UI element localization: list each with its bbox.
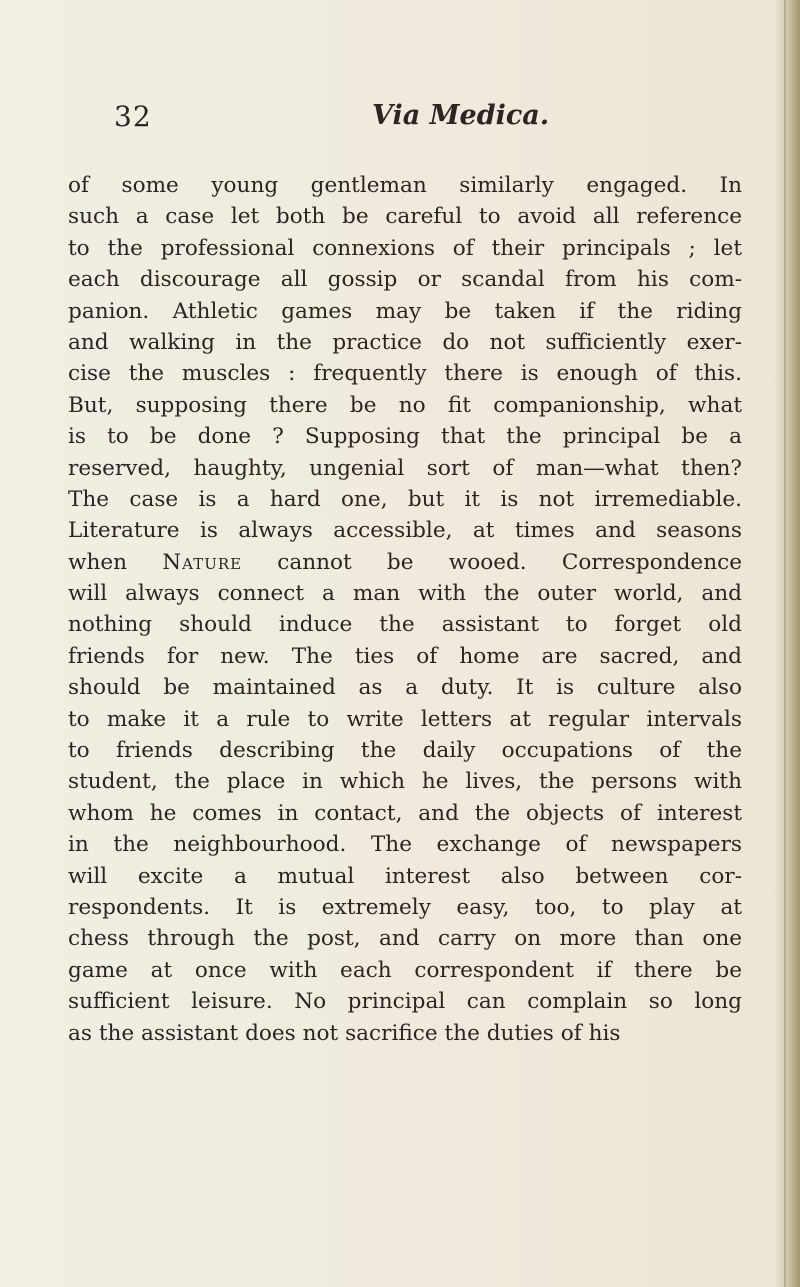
text-line: panion. Athletic games may be taken if the riding	[68, 298, 742, 324]
text-segment: cannot be wooed. Correspondence	[242, 549, 742, 575]
text-line: is to be done ? Supposing that the principal be a	[68, 424, 742, 450]
text-line	[68, 547, 742, 578]
text-line: as the assistant does not sacrifice the duties of his	[68, 1020, 621, 1046]
text-line: chess through the post, and carry on more than one	[68, 926, 742, 952]
text-line: to make it a rule to write letters at regular intervals	[68, 706, 742, 732]
text-line: But, supposing there be no fit companionship, what	[68, 392, 742, 418]
text-line: whom he comes in contact, and the objects of interest	[68, 800, 742, 826]
text-line: in the neighbourhood. The exchange of newspapers	[68, 832, 742, 858]
text-line: friends for new. The ties of home are sacred, and	[68, 643, 742, 669]
text-line: Literature is always accessible, at times and seasons	[68, 518, 742, 544]
text-line: of some young gentleman similarly engaged. In	[68, 173, 742, 198]
text-line: to friends describing the daily occupations of the	[68, 738, 742, 764]
running-title: Via Medica.	[372, 100, 550, 131]
body-text	[68, 170, 742, 1049]
text-segment: when	[68, 549, 163, 575]
text-line: respondents. It is extremely easy, too, to play at	[68, 894, 742, 920]
text-line: sufficient leisure. No principal can complain so long	[68, 989, 742, 1015]
text-line: to the professional connexions of their principals ; let	[68, 235, 742, 261]
text-line: should be maintained as a duty. It is culture also	[68, 675, 742, 701]
text-line: game at once with each correspondent if there be	[68, 957, 742, 983]
text-line: cise the muscles : frequently there is enough of this.	[68, 361, 742, 387]
page-edge-line	[784, 0, 786, 1287]
text-line: will excite a mutual interest also between cor-	[68, 863, 742, 889]
page-edge-shadow	[774, 0, 800, 1287]
page-number: 32	[114, 100, 152, 133]
text-line: and walking in the practice do not sufficiently exer-	[68, 329, 742, 355]
text-line: each discourage all gossip or scandal from his com-	[68, 267, 742, 293]
small-caps-word: Nature	[162, 549, 243, 575]
page-header	[114, 100, 714, 150]
text-line: will always connect a man with the outer world, and	[68, 581, 742, 607]
text-line: reserved, haughty, ungenial sort of man—what then?	[68, 455, 742, 481]
text-line: nothing should induce the assistant to forget old	[68, 612, 742, 638]
text-line: The case is a hard one, but it is not irremediable.	[68, 486, 742, 512]
text-line: student, the place in which he lives, the persons with	[68, 769, 742, 795]
text-line: such a case let both be careful to avoid all reference	[68, 204, 742, 230]
